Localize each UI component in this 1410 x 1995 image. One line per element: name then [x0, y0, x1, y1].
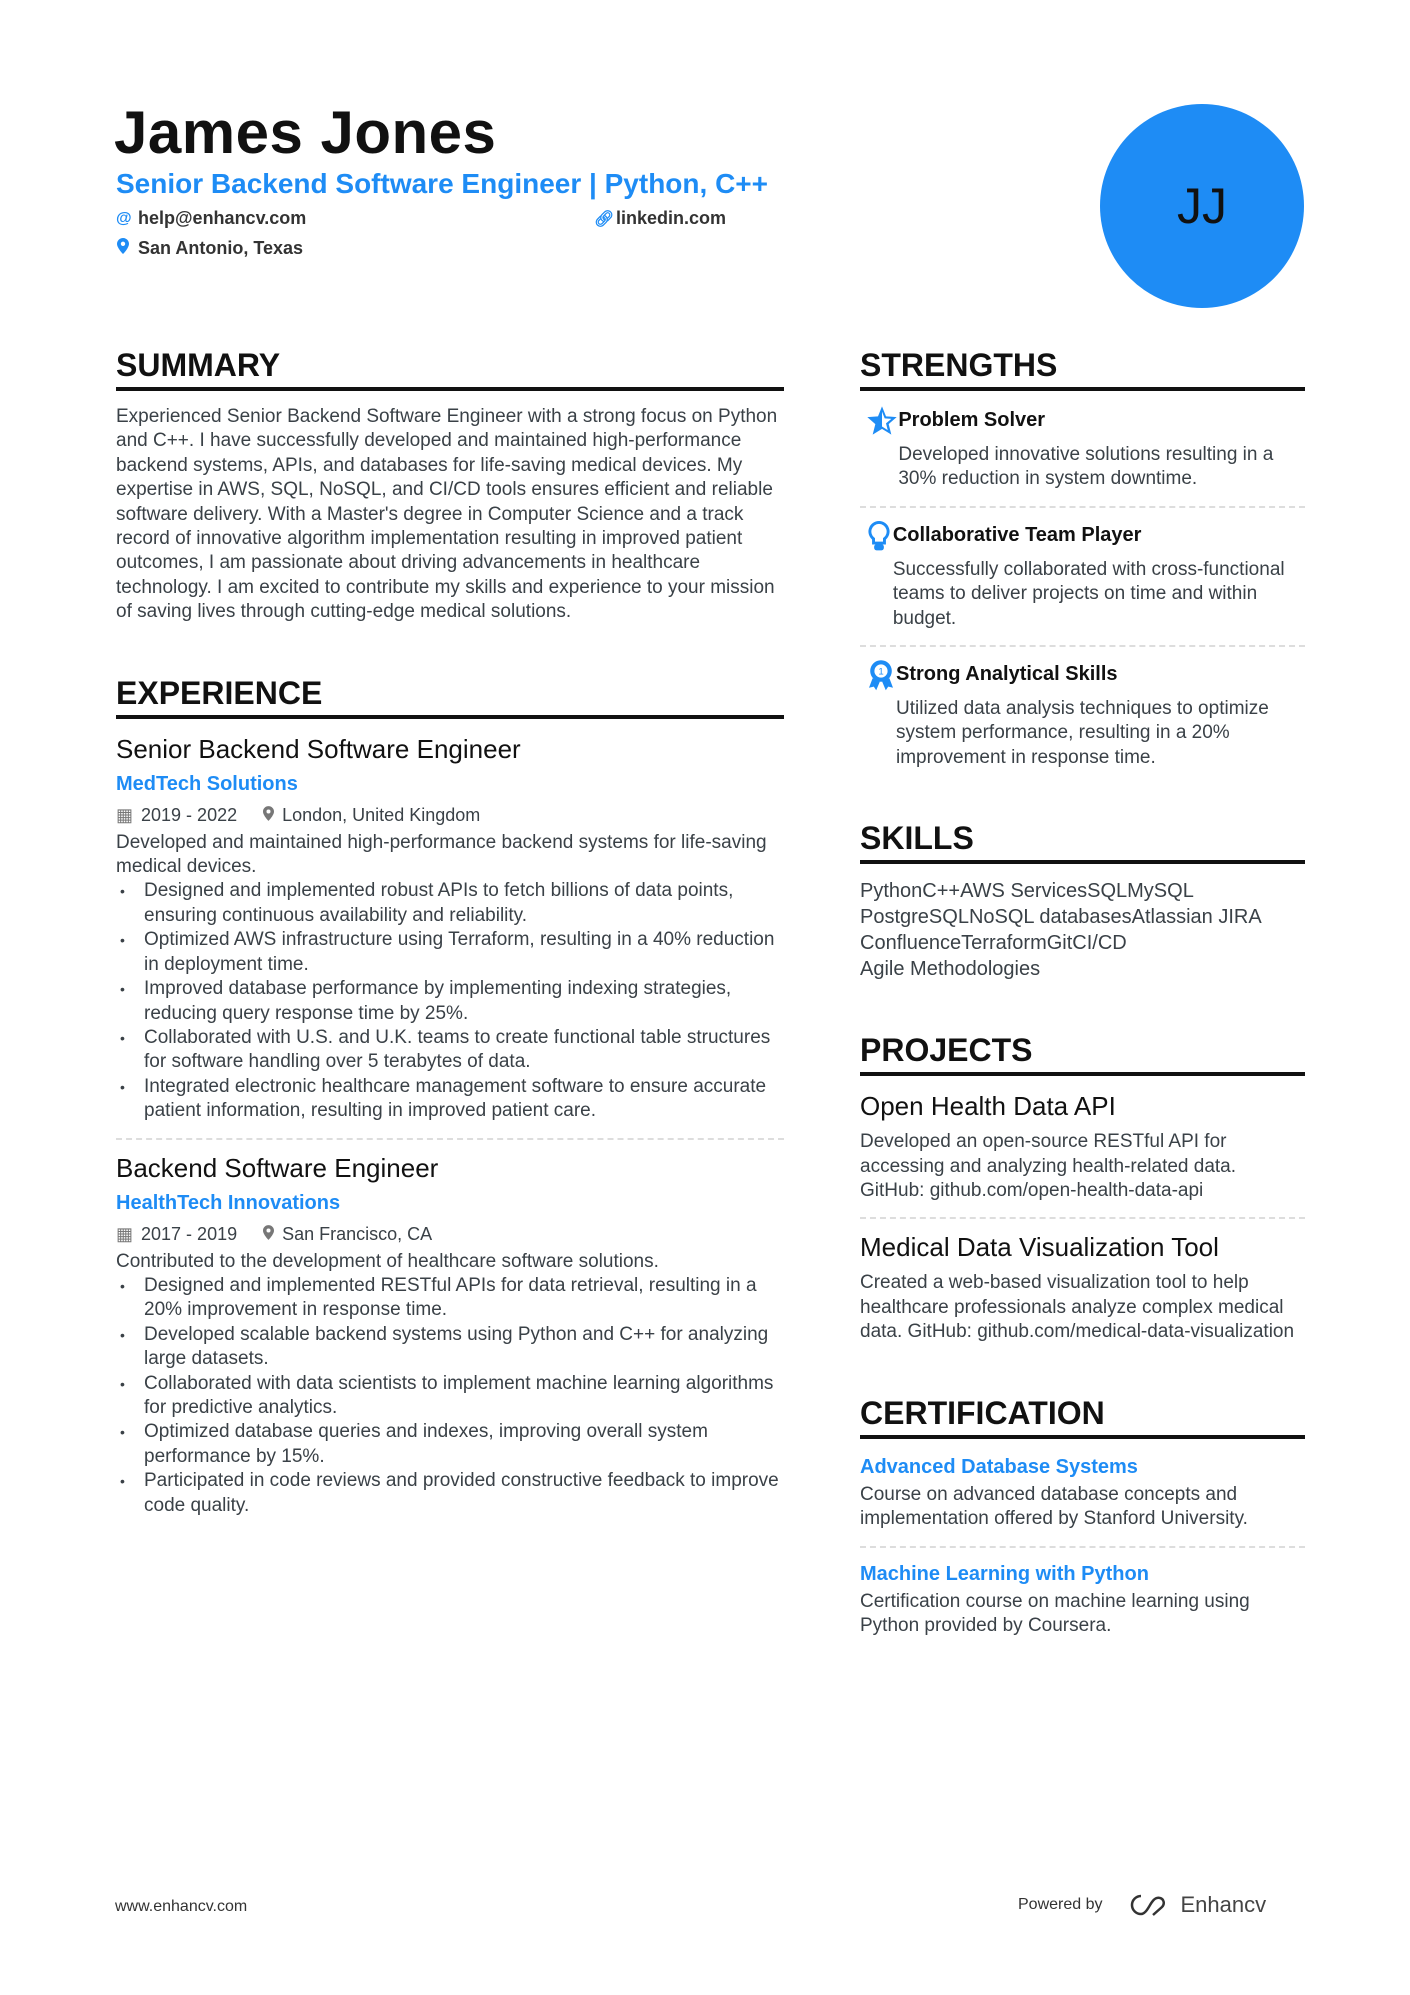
location-pin-icon	[116, 238, 130, 259]
enhancv-logo-icon	[1127, 1893, 1173, 1917]
job-description: Developed and maintained high-performance backend systems for life-saving medical devices.	[116, 831, 767, 878]
skills-line: PythonC++AWS ServicesSQLMySQL	[860, 880, 1194, 903]
divider	[860, 1217, 1305, 1219]
strengths-section	[860, 345, 1305, 770]
bullet-item: • Designed and implemented RESTful APIs for data retrieval, resulting in a 20% improvement in response time.	[116, 1274, 784, 1323]
strength-title: Collaborative Team Player	[892, 523, 1142, 546]
bullet-list	[116, 1274, 784, 1518]
strength-content	[898, 405, 1305, 492]
skills-line: ConfluenceTerraformGitCI/CD	[860, 932, 1127, 955]
job-meta	[116, 1222, 784, 1246]
strength-content	[893, 520, 1305, 631]
certification-text: Certification course on machine learning using Python provided by Coursera.	[860, 1590, 1250, 1636]
strength-title: Strong Analytical Skills	[896, 663, 1118, 686]
brand-name: Enhancv	[1180, 1892, 1267, 1917]
bullet-item: • Integrated electronic healthcare management software to ensure accurate patient information, resulting in improved patient care.	[116, 1075, 784, 1124]
star-icon	[860, 405, 898, 492]
candidate-title: Senior Backend Software Engineer | Python, C++	[116, 168, 768, 199]
bullet-list	[116, 879, 784, 1123]
contact-email[interactable]	[116, 208, 306, 229]
job-dates	[116, 1222, 237, 1246]
divider	[860, 1546, 1305, 1548]
award-icon	[860, 659, 896, 770]
bullet-item: • Collaborated with data scientists to implement machine learning algorithms for predictive analytics.	[116, 1372, 784, 1421]
section-heading: SUMMARY	[116, 345, 784, 391]
contact-linkedin[interactable]	[594, 208, 726, 229]
bullet-item: • Designed and implemented robust APIs to fetch billions of data points, ensuring continuous availability and reliability.	[116, 879, 784, 928]
contact-location	[116, 238, 303, 259]
location-text: London, United Kingdom	[282, 804, 481, 825]
skills-section	[860, 818, 1305, 982]
company-name[interactable]: HealthTech Innovations	[116, 1191, 341, 1214]
strength-title: Problem Solver	[898, 409, 1046, 431]
projects-section	[860, 1030, 1305, 1344]
bullet-item: • Optimized database queries and indexes, improving overall system performance by 15%.	[116, 1420, 784, 1469]
strength-item	[860, 659, 1305, 770]
strength-content	[896, 659, 1305, 770]
bullet-item: • Improved database performance by implementing indexing strategies, reducing query response time by 25%.	[116, 977, 784, 1026]
location-text: San Francisco, CA	[282, 1223, 433, 1244]
experience-section	[116, 673, 784, 1518]
strength-text: Developed innovative solutions resulting in a 30% reduction in system downtime.	[898, 444, 1274, 490]
enhancv-logo[interactable]	[1127, 1892, 1267, 1918]
certification-title[interactable]: Machine Learning with Python	[860, 1562, 1149, 1585]
section-heading: STRENGTHS	[860, 345, 1305, 391]
job-role: Backend Software Engineer	[116, 1152, 439, 1183]
bullet-item: • Participated in code reviews and provided constructive feedback to improve code quality.	[116, 1469, 784, 1518]
strength-item	[860, 405, 1305, 492]
dates-text: 2019 - 2022	[141, 804, 238, 825]
location-pin-icon	[263, 805, 274, 825]
project-text: Developed an open-source RESTful API for accessing and analyzing health-related data. GitHub: github.com/open-health-data-api	[860, 1131, 1237, 1202]
company-name[interactable]: MedTech Solutions	[116, 772, 298, 795]
location-pin-icon	[263, 1224, 274, 1244]
bullet-item: • Collaborated with U.S. and U.K. teams to create functional table structures for software handling over 5 terabytes of data.	[116, 1026, 784, 1075]
job-entry	[116, 1138, 784, 1518]
skills-line: PostgreSQLNoSQL databasesAtlassian JIRA	[860, 906, 1262, 929]
section-heading: SKILLS	[860, 818, 1305, 864]
lightbulb-icon	[860, 520, 893, 631]
job-role: Senior Backend Software Engineer	[116, 733, 521, 764]
footer-website[interactable]: www.enhancv.com	[115, 1898, 248, 1915]
strength-item	[860, 520, 1305, 631]
job-dates	[116, 803, 237, 827]
email-text: help@enhancv.com	[138, 208, 307, 228]
job-description: Contributed to the development of healthcare software solutions.	[116, 1250, 659, 1272]
section-heading: CERTIFICATION	[860, 1393, 1305, 1439]
calendar-icon: ▦	[116, 1223, 134, 1244]
divider	[116, 1138, 784, 1140]
left-column	[116, 345, 784, 1566]
job-location	[263, 1222, 432, 1246]
certification-text: Course on advanced database concepts and implementation offered by Stanford University.	[860, 1483, 1248, 1530]
strength-text: Utilized data analysis techniques to optimize system performance, resulting in a 20% improvement in response time.	[896, 698, 1269, 768]
dates-text: 2017 - 2019	[141, 1223, 238, 1244]
job-location	[263, 803, 480, 827]
bullet-item: • Developed scalable backend systems using Python and C++ for analyzing large datasets.	[116, 1323, 784, 1372]
project-title: Medical Data Visualization Tool	[860, 1232, 1219, 1263]
link-icon: 🔗︎	[594, 210, 615, 228]
summary-text: Experienced Senior Backend Software Engineer with a strong focus on Python and C++. I have successfully developed and maintained high-performance backend systems, APIs, and databases for life-saving medical devices. My expertise in AWS, SQL, NoSQL, and CI/CD tools ensures efficient and reliable software delivery. With a Master's degree in Computer Science and a track record of innovative algorithm implementation resulting in improved patient outcomes, I am passionate about driving advancements in healthcare technology. I am excited to contribute my skills and experience to your mission of saving lives through cutting-edge medical solutions.	[116, 406, 778, 623]
divider	[860, 645, 1305, 647]
avatar: JJ	[1100, 104, 1304, 308]
location-text: San Antonio, Texas	[138, 238, 304, 258]
certification-title[interactable]: Advanced Database Systems	[860, 1455, 1138, 1478]
section-heading: PROJECTS	[860, 1030, 1305, 1076]
footer-branding	[1018, 1892, 1266, 1918]
project-text: Created a web-based visualization tool to help healthcare professionals analyze complex medical data. GitHub: github.com/medical-data-visualization	[860, 1272, 1295, 1343]
summary-section	[116, 345, 784, 625]
calendar-icon: ▦	[116, 804, 134, 825]
at-icon: @	[116, 209, 132, 227]
right-column	[860, 345, 1305, 1686]
strength-text: Successfully collaborated with cross-functional teams to deliver projects on time and within budget.	[892, 558, 1285, 629]
job-entry	[116, 733, 784, 1124]
skills-line: Agile Methodologies	[860, 958, 1041, 981]
svg-text:1: 1	[878, 666, 884, 678]
section-heading: EXPERIENCE	[116, 673, 784, 719]
divider	[860, 506, 1305, 508]
linkedin-text: linkedin.com	[616, 208, 727, 228]
certification-section	[860, 1393, 1305, 1639]
project-title: Open Health Data API	[860, 1091, 1116, 1122]
bullet-item: • Optimized AWS infrastructure using Terraform, resulting in a 40% reduction in deployment time.	[116, 928, 784, 977]
job-meta	[116, 803, 784, 827]
powered-by-text: Powered by	[1018, 1896, 1103, 1913]
candidate-name: James Jones	[114, 99, 497, 166]
